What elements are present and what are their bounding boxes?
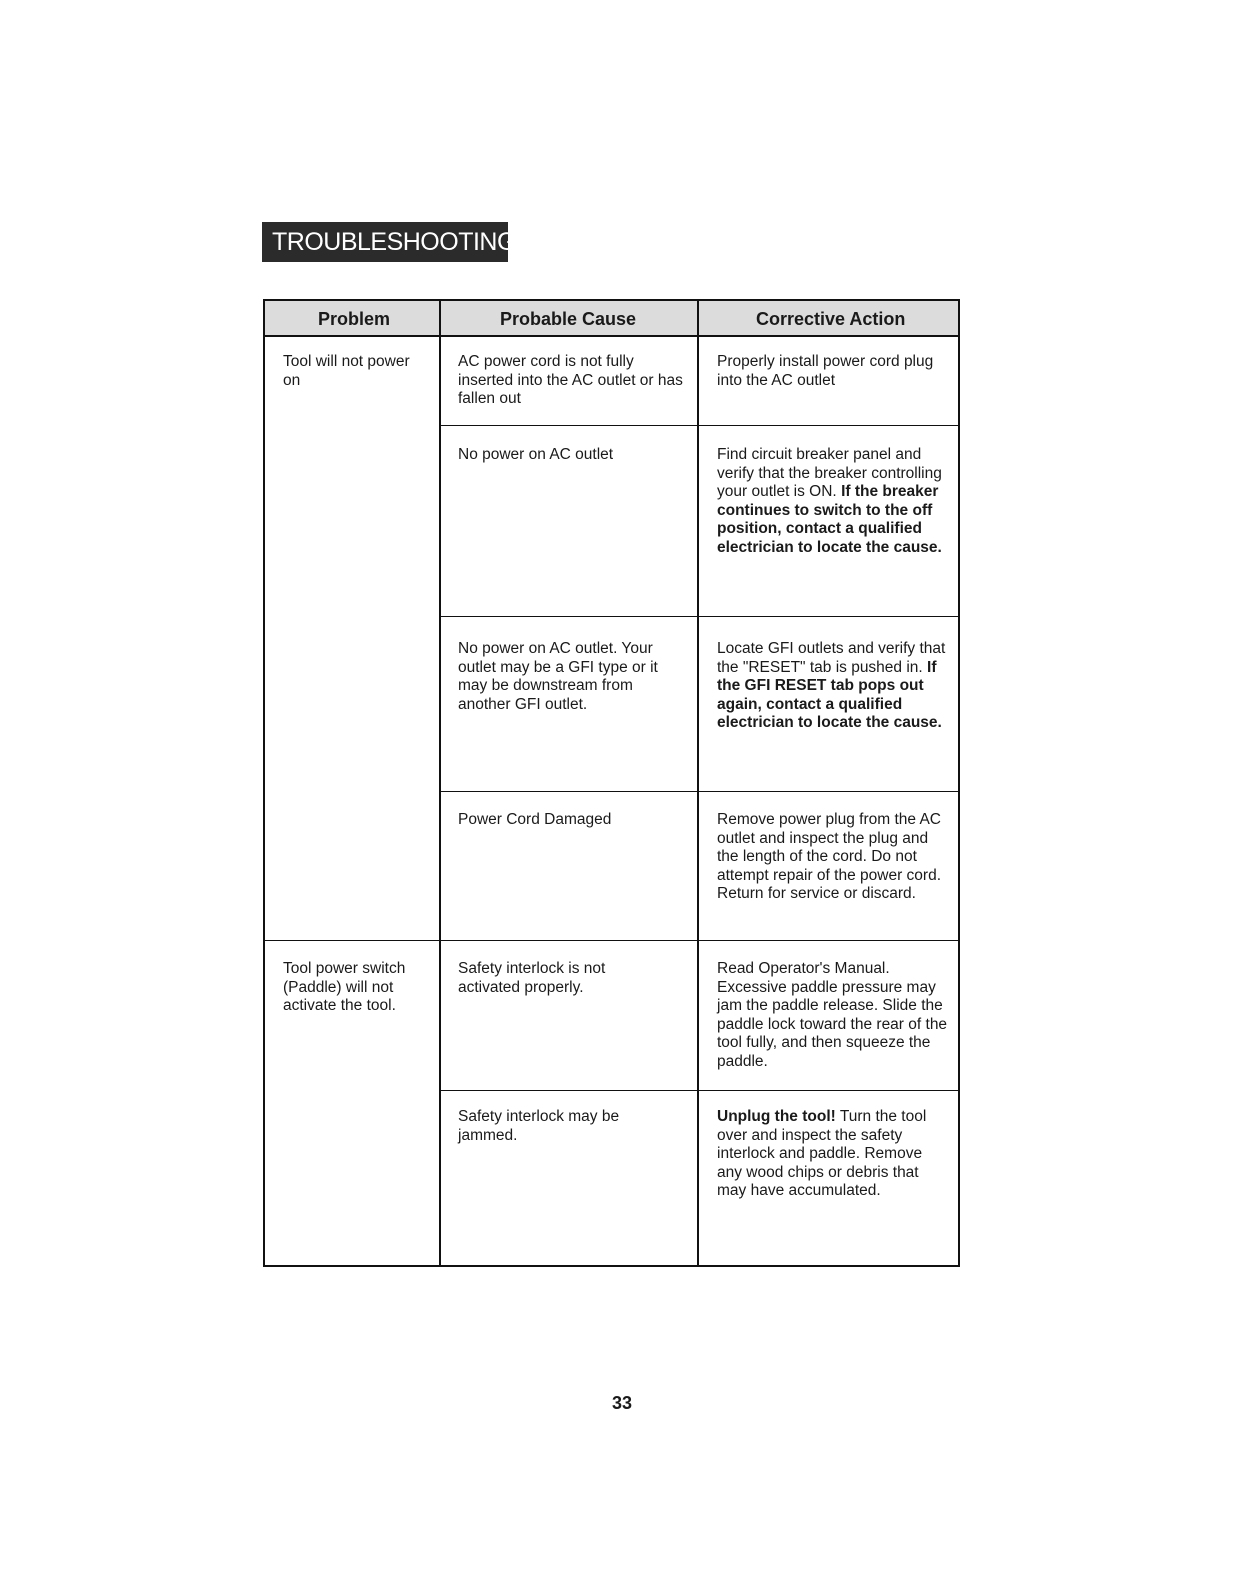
header-action-label: Corrective Action (756, 309, 906, 329)
troubleshooting-table (263, 299, 960, 1267)
action-cell (717, 446, 949, 557)
header-problem-label: Problem (318, 309, 391, 329)
header-cause (440, 301, 698, 337)
action-warning: If the breaker continues to switch to the off position, contact a qualified electrician to locate the cause. (717, 483, 942, 556)
action-cell (717, 640, 949, 733)
row-divider (440, 425, 958, 426)
problem-cell: Tool will not power on (283, 353, 410, 389)
action-cell (717, 1108, 949, 1201)
cause-cell: Safety interlock may be jammed. (458, 1108, 620, 1144)
header-cause-label: Probable Cause (500, 309, 637, 329)
row-divider (440, 616, 958, 617)
column-divider (697, 301, 699, 1265)
action-text: Read Operator's Manual. Excessive paddle pressure may jam the paddle release. Slide the paddle lock toward the rear of the tool fully, and then squeeze the paddle. (717, 960, 948, 1070)
action-text: Turn the tool over and inspect the safety interlock and paddle. Remove any wood chips or debris that may have accumulated. (717, 1108, 927, 1199)
action-cell (717, 811, 949, 904)
action-cell (717, 353, 949, 390)
cause-cell: Safety interlock is not activated properly. (458, 960, 606, 996)
action-text: Locate GFI outlets and verify that the "RESET" tab is pushed in. (717, 640, 946, 676)
cause-cell: No power on AC outlet. Your outlet may be a GFI type or it may be downstream from another GFI outlet. (458, 640, 658, 713)
row-divider (440, 791, 958, 792)
group-divider (265, 940, 958, 941)
column-divider (439, 301, 441, 1265)
action-text: Properly install power cord plug into the AC outlet (717, 353, 934, 389)
section-title: TROUBLESHOOTING (262, 222, 508, 262)
action-cell (717, 960, 949, 1071)
action-warning: If the GFI RESET tab pops out again, contact a qualified electrician to locate the cause. (717, 658, 942, 731)
problem-cell: Tool power switch (Paddle) will not activate the tool. (283, 960, 406, 1014)
action-text: Find circuit breaker panel and verify that the breaker controlling your outlet is ON. (717, 446, 942, 500)
cause-cell: AC power cord is not fully inserted into the AC outlet or has fallen out (458, 353, 683, 407)
action-text: Remove power plug from the AC outlet and inspect the plug and the length of the cord. Do not attempt repair of the power cord. Return for service or discard. (717, 811, 942, 902)
row-divider (440, 1090, 958, 1091)
action-warning: Unplug the tool! (717, 1108, 836, 1125)
page-number: 33 (611, 1393, 633, 1413)
cause-cell: No power on AC outlet (458, 446, 614, 463)
header-action (698, 301, 958, 337)
header-problem (265, 301, 440, 337)
cause-cell: Power Cord Damaged (458, 811, 612, 828)
